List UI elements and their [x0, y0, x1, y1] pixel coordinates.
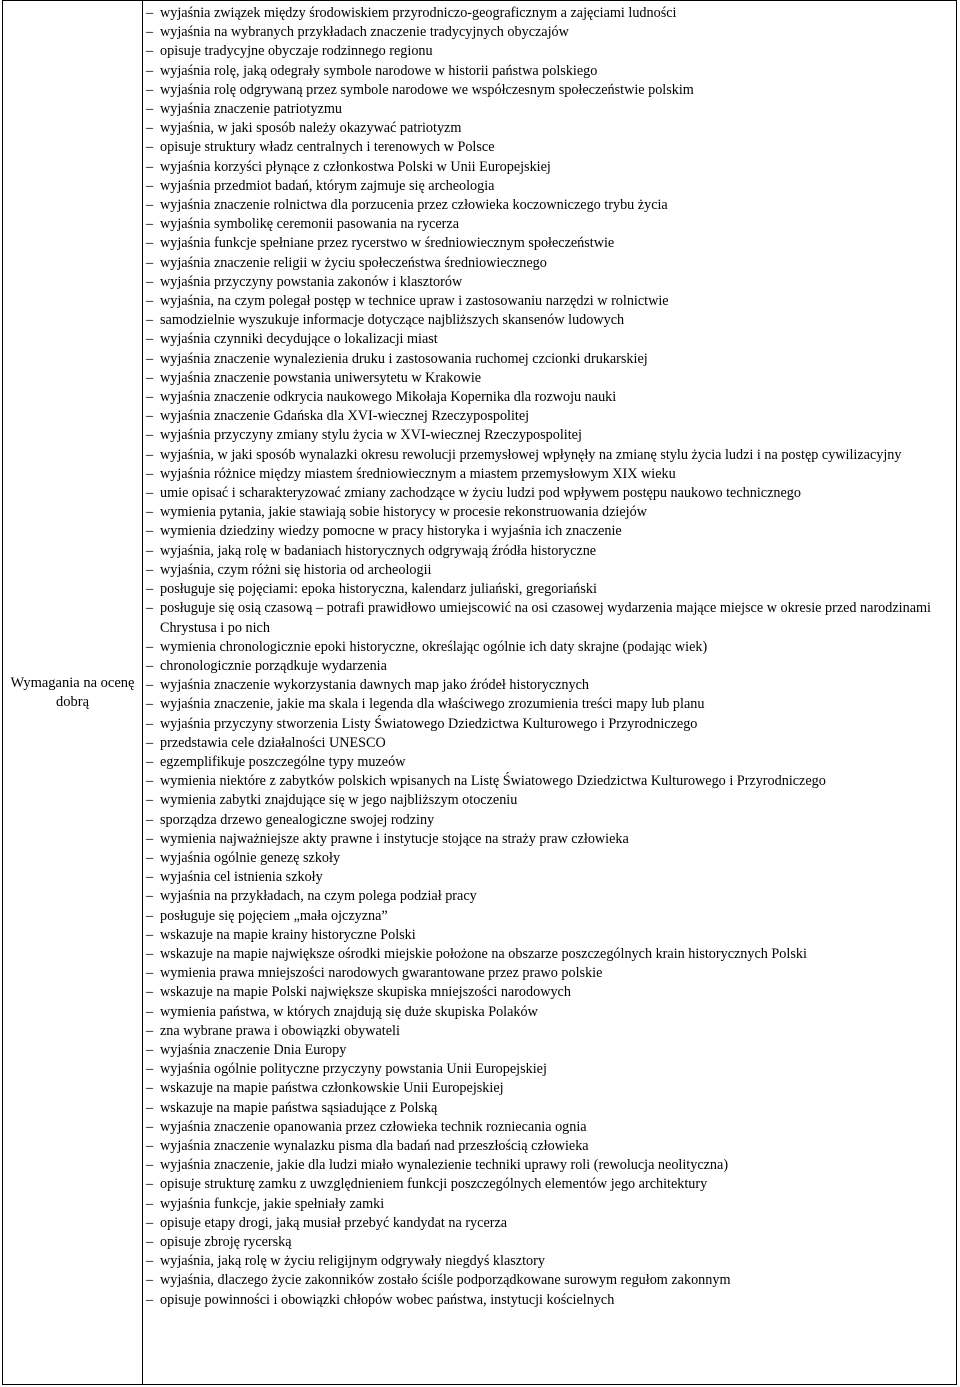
list-item — [143, 695, 952, 714]
list-item — [143, 1233, 952, 1252]
list-item — [143, 81, 952, 100]
list-item — [143, 599, 952, 637]
list-item — [143, 426, 952, 445]
dash-bullet-icon: – — [146, 293, 154, 310]
list-item — [143, 1041, 952, 1060]
list-item-text: wyjaśnia znaczenie Dnia Europy — [160, 1041, 347, 1058]
list-item — [143, 1099, 952, 1118]
list-item — [143, 42, 952, 61]
list-item-text: wyjaśnia znaczenie odkrycia naukowego Mikołaja Kopernika dla rozwoju nauki — [160, 389, 617, 406]
dash-bullet-icon: – — [146, 197, 154, 214]
list-item-text: wskazuje na mapie największe ośrodki miejskie położone na obszarze poszczególnych krain historycznych Polski — [160, 945, 807, 962]
dash-bullet-icon: – — [146, 389, 154, 406]
dash-bullet-icon: – — [146, 753, 154, 770]
list-item-text: opisuje tradycyjne obyczaje rodzinnego regionu — [160, 43, 433, 60]
dash-bullet-icon: – — [146, 101, 154, 118]
dash-bullet-icon: – — [146, 657, 154, 674]
list-item-text: wskazuje na mapie państwa członkowskie Unii Europejskiej — [160, 1080, 504, 1097]
dash-bullet-icon: – — [146, 1195, 154, 1212]
list-item-text: opisuje struktury władz centralnych i terenowych w Polsce — [160, 139, 495, 156]
list-item — [143, 657, 952, 676]
list-item — [143, 868, 952, 887]
list-item-text: wyjaśnia funkcje spełniane przez rycerstwo w średniowiecznym społeczeństwie — [160, 235, 615, 252]
dash-bullet-icon: – — [146, 715, 154, 732]
list-item-text: opisuje etapy drogi, jaką musiał przebyć kandydat na rycerza — [160, 1214, 508, 1231]
dash-bullet-icon: – — [146, 62, 154, 79]
list-item-text: posługuje się osią czasową – potrafi prawidłowo umiejscowić na osi czasowej wydarzenia mające miejsce w okresie przed narodzinami Chrystusa i po nich — [160, 600, 931, 636]
list-item-text: wyjaśnia, czym różni się historia od archeologii — [160, 561, 432, 578]
list-item — [143, 254, 952, 273]
dash-bullet-icon: – — [146, 945, 154, 962]
list-item-text: wyjaśnia przyczyny powstania zakonów i klasztorów — [160, 273, 463, 290]
dash-bullet-icon: – — [146, 811, 154, 828]
list-item-text: wymienia zabytki znajdujące się w jego najbliższym otoczeniu — [160, 792, 518, 809]
list-item — [143, 945, 952, 964]
list-item-text: wymienia pytania, jakie stawiają sobie historycy w procesie rekonstruowania dziejów — [160, 504, 647, 521]
dash-bullet-icon: – — [146, 1176, 154, 1193]
list-item — [143, 811, 952, 830]
dash-bullet-icon: – — [146, 216, 154, 233]
dash-bullet-icon: – — [146, 1157, 154, 1174]
dash-bullet-icon: – — [146, 926, 154, 943]
dash-bullet-icon: – — [146, 907, 154, 924]
list-item-text: wskazuje na mapie krainy historyczne Polski — [160, 926, 416, 943]
dash-bullet-icon: – — [146, 638, 154, 655]
list-item-text: chronologicznie porządkuje wydarzenia — [160, 657, 387, 674]
list-item-text: wskazuje na mapie państwa sąsiadujące z Polską — [160, 1099, 438, 1116]
list-item-text: wyjaśnia znaczenie powstania uniwersytetu w Krakowie — [160, 369, 482, 386]
list-item-text: wyjaśnia rolę, jaką odegrały symbole narodowe w historii państwa polskiego — [160, 62, 598, 79]
list-item-text: posługuje się pojęciami: epoka historyczna, kalendarz juliański, gregoriański — [160, 581, 597, 598]
list-item-text: wyjaśnia ogólnie polityczne przyczyny powstania Unii Europejskiej — [160, 1061, 547, 1078]
dash-bullet-icon: – — [146, 523, 154, 540]
list-item-text: wyjaśnia znaczenie opanowania przez człowieka technik rozniecania ognia — [160, 1118, 587, 1135]
list-item — [143, 1118, 952, 1137]
list-item — [143, 830, 952, 849]
dash-bullet-icon: – — [146, 1080, 154, 1097]
list-item-text: wyjaśnia, w jaki sposób należy okazywać patriotyzm — [160, 120, 462, 137]
list-item — [143, 4, 952, 23]
list-item — [143, 542, 952, 561]
dash-bullet-icon: – — [146, 1099, 154, 1116]
list-item-text: egzemplifikuje poszczególne typy muzeów — [160, 753, 406, 770]
list-item — [143, 772, 952, 791]
list-item — [143, 1060, 952, 1079]
list-item — [143, 1022, 952, 1041]
dash-bullet-icon: – — [146, 1253, 154, 1270]
list-item-text: wyjaśnia znaczenie, jakie ma skala i legenda dla właściwego zrozumienia treści mapy lub planu — [160, 696, 705, 713]
dash-bullet-icon: – — [146, 888, 154, 905]
dash-bullet-icon: – — [146, 504, 154, 521]
list-item-text: wymienia najważniejsze akty prawne i instytucje stojące na straży praw człowieka — [160, 830, 629, 847]
dash-bullet-icon: – — [146, 465, 154, 482]
list-item — [143, 676, 952, 695]
dash-bullet-icon: – — [146, 43, 154, 60]
list-item — [143, 350, 952, 369]
list-item-text: wyjaśnia znaczenie wynalezienia druku i zastosowania ruchomej czcionki drukarskiej — [160, 350, 648, 367]
list-item — [143, 465, 952, 484]
grade-label-cell — [3, 1, 143, 1385]
dash-bullet-icon: – — [146, 350, 154, 367]
list-item-text: wyjaśnia znaczenie religii w życiu społeczeństwa średniowiecznego — [160, 254, 547, 271]
list-item-text: wyjaśnia znaczenie wynalazku pisma dla badań nad przeszłością człowieka — [160, 1137, 589, 1154]
list-item — [143, 158, 952, 177]
list-item — [143, 215, 952, 234]
list-item — [143, 369, 952, 388]
list-item — [143, 791, 952, 810]
list-item-text: wyjaśnia na przykładach, na czym polega podział pracy — [160, 888, 477, 905]
list-item-text: zna wybrane prawa i obowiązki obywateli — [160, 1022, 400, 1039]
list-item — [143, 330, 952, 349]
list-item-text: przedstawia cele działalności UNESCO — [160, 734, 386, 751]
list-item — [143, 311, 952, 330]
list-item — [143, 561, 952, 580]
list-item — [143, 907, 952, 926]
dash-bullet-icon: – — [146, 1291, 154, 1308]
dash-bullet-icon: – — [146, 408, 154, 425]
list-item — [143, 292, 952, 311]
list-item — [143, 734, 952, 753]
list-item — [143, 1291, 952, 1310]
list-item — [143, 715, 952, 734]
dash-bullet-icon: – — [146, 120, 154, 137]
list-item — [143, 753, 952, 772]
dash-bullet-icon: – — [146, 677, 154, 694]
list-item — [143, 1137, 952, 1156]
list-item-text: wyjaśnia znaczenie wykorzystania dawnych map jako źródeł historycznych — [160, 677, 590, 694]
list-item-text: wymienia państwa, w których znajdują się duże skupiska Polaków — [160, 1003, 538, 1020]
dash-bullet-icon: – — [146, 581, 154, 598]
list-item — [143, 100, 952, 119]
dash-bullet-icon: – — [146, 696, 154, 713]
dash-bullet-icon: – — [146, 1137, 154, 1154]
table-row — [3, 1, 957, 1385]
dash-bullet-icon: – — [146, 984, 154, 1001]
dash-bullet-icon: – — [146, 561, 154, 578]
dash-bullet-icon: – — [146, 1272, 154, 1289]
dash-bullet-icon: – — [146, 773, 154, 790]
list-item — [143, 273, 952, 292]
dash-bullet-icon: – — [146, 830, 154, 847]
list-item — [143, 119, 952, 138]
list-item — [143, 849, 952, 868]
dash-bullet-icon: – — [146, 331, 154, 348]
grade-label: Wymagania na ocenę dobrą — [10, 674, 135, 710]
dash-bullet-icon: – — [146, 273, 154, 290]
list-item — [143, 503, 952, 522]
list-item-text: wyjaśnia cel istnienia szkoły — [160, 869, 323, 886]
dash-bullet-icon: – — [146, 139, 154, 156]
dash-bullet-icon: – — [146, 849, 154, 866]
list-item — [143, 196, 952, 215]
list-item — [143, 1079, 952, 1098]
list-item — [143, 177, 952, 196]
list-item-text: sporządza drzewo genealogiczne swojej rodziny — [160, 811, 435, 828]
list-item-text: wyjaśnia na wybranych przykładach znaczenie tradycyjnych obyczajów — [160, 24, 569, 41]
dash-bullet-icon: – — [146, 869, 154, 886]
dash-bullet-icon: – — [146, 1118, 154, 1135]
list-item — [143, 62, 952, 81]
list-item — [143, 580, 952, 599]
dash-bullet-icon: – — [146, 24, 154, 41]
dash-bullet-icon: – — [146, 446, 154, 463]
requirements-table — [2, 0, 957, 1385]
dash-bullet-icon: – — [146, 81, 154, 98]
list-item — [143, 484, 952, 503]
list-item — [143, 23, 952, 42]
dash-bullet-icon: – — [146, 1234, 154, 1250]
list-item-text: wymienia niektóre z zabytków polskich wpisanych na Listę Światowego Dziedzictwa Kulturowego i Przyrodniczego — [160, 773, 826, 790]
list-item-text: wyjaśnia korzyści płynące z członkostwa Polski w Unii Europejskiej — [160, 158, 551, 175]
dash-bullet-icon: – — [146, 542, 154, 559]
list-item-text: wyjaśnia znaczenie patriotyzmu — [160, 101, 342, 118]
list-item — [143, 638, 952, 657]
list-item-text: opisuje zbroję rycerską — [160, 1234, 292, 1250]
dash-bullet-icon: – — [146, 485, 154, 502]
dash-bullet-icon: – — [146, 254, 154, 271]
list-item — [143, 1271, 952, 1290]
list-item — [143, 522, 952, 541]
dash-bullet-icon: – — [146, 369, 154, 386]
dash-bullet-icon: – — [146, 312, 154, 329]
list-item — [143, 446, 952, 465]
list-item — [143, 1003, 952, 1022]
list-item-text: wyjaśnia, jaką rolę w życiu religijnym odgrywały niegdyś klasztory — [160, 1253, 545, 1270]
list-item-text: wymienia chronologicznie epoki historyczne, określając ogólnie ich daty skrajne (podając wiek) — [160, 638, 708, 655]
list-item-text: wyjaśnia znaczenie rolnictwa dla porzucenia przez człowieka koczowniczego trybu życia — [160, 197, 668, 214]
list-item — [143, 138, 952, 157]
list-item — [143, 407, 952, 426]
list-item-text: wyjaśnia symbolikę ceremonii pasowania na rycerza — [160, 216, 460, 233]
requirements-cell — [143, 1, 957, 1385]
dash-bullet-icon: – — [146, 177, 154, 194]
list-item — [143, 234, 952, 253]
list-item-text: wyjaśnia różnice między miastem średniowiecznym a miastem przemysłowym XIX wieku — [160, 465, 676, 482]
list-item-text: wyjaśnia znaczenie, jakie dla ludzi miało wynalezienie techniki uprawy roli (rewolucja neolityczna) — [160, 1157, 729, 1174]
list-item — [143, 388, 952, 407]
dash-bullet-icon: – — [146, 965, 154, 982]
list-item-text: wyjaśnia, na czym polegał postęp w technice upraw i zastosowaniu narzędzi w rolnictwie — [160, 293, 669, 310]
dash-bullet-icon: – — [146, 1041, 154, 1058]
dash-bullet-icon: – — [146, 1214, 154, 1231]
list-item — [143, 964, 952, 983]
list-item-text: opisuje powinności i obowiązki chłopów wobec państwa, instytucji kościelnych — [160, 1291, 615, 1308]
dash-bullet-icon: – — [146, 734, 154, 751]
dash-bullet-icon: – — [146, 600, 154, 617]
list-item — [143, 926, 952, 945]
list-item-text: wyjaśnia przedmiot badań, którym zajmuje się archeologia — [160, 177, 495, 194]
list-item — [143, 1252, 952, 1271]
list-item — [143, 1195, 952, 1214]
list-item-text: wyjaśnia ogólnie genezę szkoły — [160, 849, 341, 866]
dash-bullet-icon: – — [146, 1003, 154, 1020]
dash-bullet-icon: – — [146, 1022, 154, 1039]
list-item-text: wyjaśnia przyczyny stworzenia Listy Światowego Dziedzictwa Kulturowego i Przyrodniczego — [160, 715, 698, 732]
list-item-text: samodzielnie wyszukuje informacje dotyczące najbliższych skansenów ludowych — [160, 312, 625, 329]
list-item-text: posługuje się pojęciem „mała ojczyzna” — [160, 907, 388, 924]
list-item-text: wyjaśnia rolę odgrywaną przez symbole narodowe we współczesnym społeczeństwie polskim — [160, 81, 694, 98]
list-item-text: umie opisać i scharakteryzować zmiany zachodzące w życiu ludzi pod wpływem postępu naukowo technicznego — [160, 485, 801, 502]
list-item-text: wymienia dziedziny wiedzy pomocne w pracy historyka i wyjaśnia ich znaczenie — [160, 523, 622, 540]
dash-bullet-icon: – — [146, 158, 154, 175]
dash-bullet-icon: – — [146, 427, 154, 444]
list-item — [143, 887, 952, 906]
list-item-text: opisuje strukturę zamku z uwzględnieniem funkcji poszczególnych elementów jego architektury — [160, 1176, 708, 1193]
list-item — [143, 1175, 952, 1194]
list-item — [143, 1156, 952, 1175]
requirements-list — [143, 4, 956, 1310]
list-item — [143, 1214, 952, 1233]
list-item-text: wyjaśnia przyczyny zmiany stylu życia w XVI-wiecznej Rzeczypospolitej — [160, 427, 582, 444]
list-item-text: wyjaśnia funkcje, jakie spełniały zamki — [160, 1195, 385, 1212]
list-item-text: wskazuje na mapie Polski największe skupiska mniejszości narodowych — [160, 984, 571, 1001]
dash-bullet-icon: – — [146, 1061, 154, 1078]
dash-bullet-icon: – — [146, 5, 154, 21]
list-item-text: wyjaśnia, jaką rolę w badaniach historycznych odgrywają źródła historyczne — [160, 542, 597, 559]
list-item-text: wyjaśnia związek między środowiskiem przyrodniczo-geograficznym a zajęciami ludności — [160, 5, 677, 21]
dash-bullet-icon: – — [146, 792, 154, 809]
list-item-text: wyjaśnia, w jaki sposób wynalazki okresu rewolucji przemysłowej wpłynęły na zmianę stylu życia ludzi i na postęp cywilizacyjny — [160, 446, 902, 463]
list-item-text: wyjaśnia czynniki decydujące o lokalizacji miast — [160, 331, 438, 348]
list-item-text: wyjaśnia znaczenie Gdańska dla XVI-wiecznej Rzeczypospolitej — [160, 408, 530, 425]
list-item — [143, 983, 952, 1002]
dash-bullet-icon: – — [146, 235, 154, 252]
list-item-text: wyjaśnia, dlaczego życie zakonników zostało ściśle podporządkowane surowym regułom zakonnym — [160, 1272, 731, 1289]
list-item-text: wymienia prawa mniejszości narodowych gwarantowane przez prawo polskie — [160, 965, 603, 982]
